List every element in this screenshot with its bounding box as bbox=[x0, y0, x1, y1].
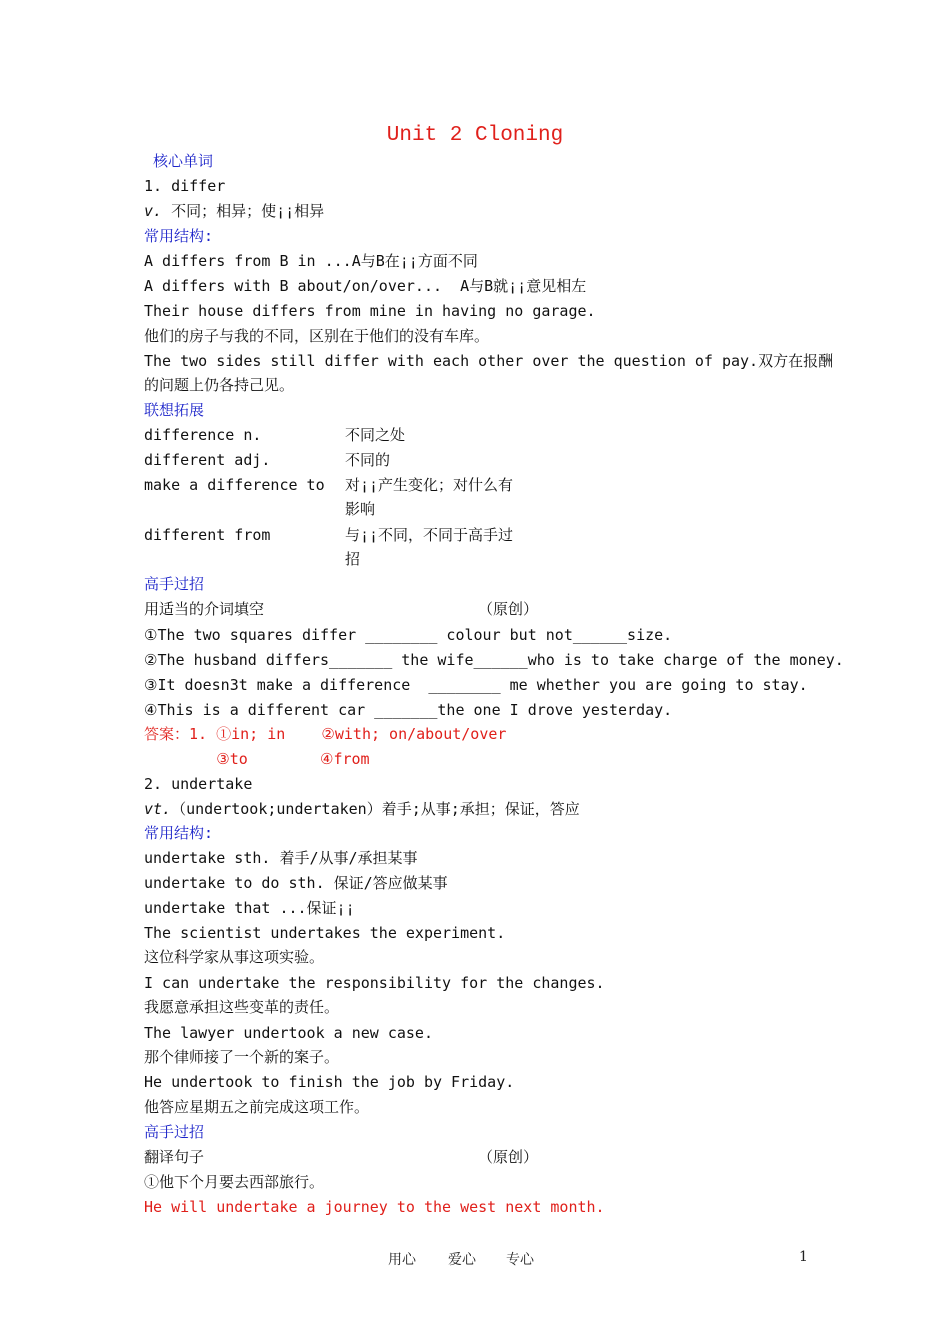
structure-item: A differs with B about/on/over... A与B就¡¡意见相左 bbox=[144, 277, 587, 295]
exercise-question: ④This is a different car _______the one I drove yesterday. bbox=[144, 701, 673, 719]
word-heading-undertake: 2. undertake bbox=[144, 775, 253, 793]
assoc-term: make a difference to bbox=[144, 476, 325, 494]
example-en: The scientist undertakes the experiment. bbox=[144, 924, 506, 942]
assoc-meaning-cont: 影响 bbox=[345, 500, 376, 518]
word-heading-differ: 1. differ bbox=[144, 177, 226, 195]
structure-label: 常用结构: bbox=[144, 824, 214, 842]
assoc-meaning: 与¡¡不同，不同于高手过 bbox=[345, 526, 514, 544]
footer-text-mid: 爱心 bbox=[448, 1252, 476, 1268]
example-en: The lawyer undertook a new case. bbox=[144, 1024, 433, 1042]
assoc-term: different from bbox=[144, 526, 271, 544]
exercise-question: ①The two squares differ ________ colour but not______size. bbox=[144, 626, 673, 644]
part-of-speech: v. bbox=[144, 202, 163, 220]
translation-question: ①他下个月要去西部旅行。 bbox=[144, 1173, 325, 1191]
example-en: He undertook to finish the job by Friday. bbox=[144, 1073, 515, 1091]
example-en: The two sides still differ with each other over the question of pay.双方在报酬 bbox=[144, 352, 834, 370]
structure-item: undertake sth. 着手/从事/承担某事 bbox=[144, 849, 418, 867]
exercise-label: 高手过招 bbox=[144, 1123, 205, 1141]
definition-undertake: vt.（undertook;undertaken）着手;从事;承担；保证，答应 bbox=[144, 800, 580, 818]
answer-line: ③to ④from bbox=[144, 750, 370, 768]
section-heading-core-words: 核心单词 bbox=[153, 152, 214, 170]
structure-item: undertake to do sth. 保证/答应做某事 bbox=[144, 874, 448, 892]
footer-text-left: 用心 bbox=[388, 1252, 416, 1268]
exercise-task: 翻译句子 bbox=[144, 1148, 205, 1166]
original-tag: （原创） bbox=[478, 1148, 539, 1166]
assoc-meaning: 对¡¡产生变化；对什么有 bbox=[345, 476, 514, 494]
page-number: 1 bbox=[799, 1249, 808, 1265]
assoc-meaning: 不同的 bbox=[345, 451, 391, 469]
example-zh: 那个律师接了一个新的案子。 bbox=[144, 1048, 340, 1066]
exercise-question: ③It doesn3t make a difference ________ me whether you are going to stay. bbox=[144, 676, 808, 694]
example-zh: 我愿意承担这些变革的责任。 bbox=[144, 998, 340, 1016]
assoc-term: different adj. bbox=[144, 451, 271, 469]
structure-label: 常用结构: bbox=[144, 227, 214, 245]
footer-text-right: 专心 bbox=[506, 1252, 534, 1268]
example-en: I can undertake the responsibility for the changes. bbox=[144, 974, 605, 992]
example-zh: 这位科学家从事这项实验。 bbox=[144, 948, 325, 966]
example-zh: 的问题上仍各持己见。 bbox=[144, 376, 295, 394]
original-tag: （原创） bbox=[478, 600, 539, 618]
exercise-task: 用适当的介词填空 bbox=[144, 600, 265, 618]
part-of-speech: vt. bbox=[144, 800, 172, 818]
example-zh: 他们的房子与我的不同，区别在于他们的没有车库。 bbox=[144, 327, 490, 345]
definition-differ: v. 不同；相异；使¡¡相异 bbox=[144, 202, 325, 220]
exercise-question: ②The husband differs_______ the wife______who is to take charge of the money. bbox=[144, 651, 844, 669]
page-title: Unit 2 Cloning bbox=[386, 124, 564, 147]
example-zh: 他答应星期五之前完成这项工作。 bbox=[144, 1098, 370, 1116]
translation-answer: He will undertake a journey to the west next month. bbox=[144, 1198, 605, 1216]
structure-item: A differs from B in ...A与B在¡¡方面不同 bbox=[144, 252, 478, 270]
answer-line: 答案：1. ①in; in ②with; on/about/over bbox=[144, 725, 507, 743]
structure-item: undertake that ...保证¡¡ bbox=[144, 899, 355, 917]
exercise-label: 高手过招 bbox=[144, 575, 205, 593]
assoc-meaning-cont: 招 bbox=[345, 550, 361, 568]
association-label: 联想拓展 bbox=[144, 401, 205, 419]
assoc-term: difference n. bbox=[144, 426, 262, 444]
assoc-meaning: 不同之处 bbox=[345, 426, 406, 444]
example-en: Their house differs from mine in having no garage. bbox=[144, 302, 596, 320]
